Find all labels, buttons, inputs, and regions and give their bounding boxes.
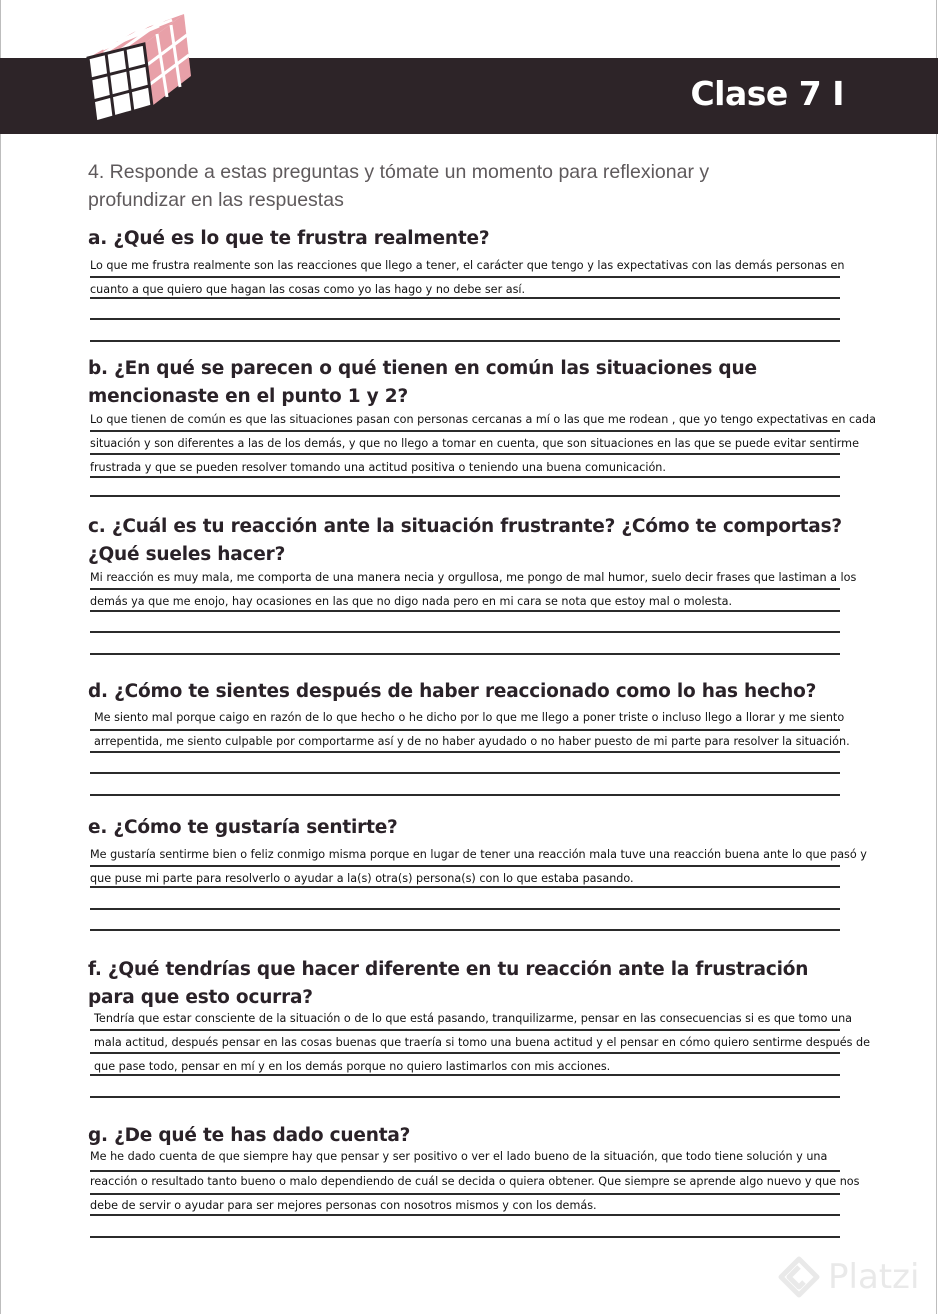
answer-a-line-2: cuanto a que quiero que hagan las cosas como yo las hago y no debe ser así. bbox=[90, 283, 526, 296]
answer-d-line-1: Me siento mal porque caigo en razón de lo que hecho o he dicho por lo que me llego a poner triste o incluso llego a llorar y me siento bbox=[94, 711, 845, 724]
answer-b-line-1: Lo que tienen de común es que las situaciones pasan con personas cercanas a mí o las que me rodean , que yo tengo expectativas en cada bbox=[90, 413, 876, 426]
answer-rule bbox=[90, 1074, 840, 1076]
page-border-left bbox=[0, 0, 1, 1314]
answer-rule bbox=[90, 1236, 840, 1238]
answer-rule bbox=[90, 495, 840, 497]
page-title: Clase 7 I bbox=[690, 74, 844, 113]
answer-e-line-2: que puse mi parte para resolverlo o ayudar a la(s) otra(s) persona(s) con lo que estaba pasando. bbox=[90, 872, 634, 885]
answer-e-line-1: Me gustaría sentirme bien o feliz conmigo misma porque en lugar de tener una reacción mala tuve una reacción buena ante lo que pasó y bbox=[90, 848, 867, 861]
answer-rule bbox=[90, 929, 840, 931]
answer-rule bbox=[90, 1096, 840, 1098]
question-e-title: e. ¿Cómo te gustaría sentirte? bbox=[88, 817, 398, 838]
answer-rule bbox=[90, 476, 840, 478]
answer-c-line-1: Mi reacción es muy mala, me comporta de una manera necia y orgullosa, me pongo de mal humor, suelo decir frases que lastiman a los bbox=[90, 571, 857, 584]
answer-b-line-3: frustrada y que se pueden resolver tomando una actitud positiva o teniendo una buena comunicación. bbox=[90, 461, 666, 474]
answer-rule bbox=[90, 772, 840, 774]
answer-rule bbox=[90, 794, 840, 796]
question-f-title: f. ¿Qué tendrías que hacer diferente en tu reacción ante la frustración para que esto ocurra? bbox=[88, 959, 809, 1008]
page-border-right bbox=[936, 0, 937, 1314]
question-g-title: g. ¿De qué te has dado cuenta? bbox=[88, 1125, 411, 1146]
answer-f-line-2: mala actitud, después pensar en las cosas buenas que traería si tomo una buena actitud y el pensar en cómo quiero sentirme después de bbox=[94, 1036, 871, 1049]
watermark-text: Platzi bbox=[828, 1257, 920, 1297]
answer-c-line-2: demás ya que me enojo, hay ocasiones en las que no digo nada pero en mi cara se nota que estoy mal o molesta. bbox=[90, 595, 733, 608]
answer-rule bbox=[90, 653, 840, 655]
answer-rule bbox=[90, 886, 840, 888]
instructions: 4. Responde a estas preguntas y tómate un momento para reflexionar y profundizar en las respuestas bbox=[88, 161, 710, 211]
answer-rule bbox=[90, 340, 840, 342]
answer-b-line-2: situación y son diferentes a las de los demás, y que no llego a tomar en cuenta, que son situaciones en las que se puede evitar sentirme bbox=[90, 437, 859, 450]
answer-f-line-1: Tendría que estar consciente de la situación o de lo que está pasando, tranquilizarme, pensar en las consecuencias si es que tomo una bbox=[94, 1012, 853, 1025]
answer-a-line-1: Lo que me frustra realmente son las reacciones que llego a tener, el carácter que tengo y las expectativas con las demás personas en bbox=[90, 259, 845, 272]
answer-g-line-3: debe de servir o ayudar para ser mejores personas con nosotros mismos y con los demás. bbox=[90, 1199, 597, 1212]
question-d-title: d. ¿Cómo te sientes después de haber reaccionado como lo has hecho? bbox=[88, 681, 817, 702]
question-c-title: c. ¿Cuál es tu reacción ante la situación frustrante? ¿Cómo te comportas? ¿Qué sueles hacer? bbox=[88, 516, 842, 565]
platzi-logo-icon bbox=[778, 1256, 820, 1298]
platzi-watermark bbox=[778, 1250, 928, 1304]
rubiks-cube-logo bbox=[86, 6, 196, 126]
answer-g-line-2: reacción o resultado tanto bueno o malo dependiendo de cuál se decida o quiera obtener. Que siempre se aprende algo nuevo y que nos bbox=[90, 1175, 860, 1188]
answer-rule bbox=[90, 453, 840, 455]
question-a-title: a. ¿Qué es lo que te frustra realmente? bbox=[88, 228, 490, 249]
answer-rule bbox=[90, 610, 840, 612]
answer-rule bbox=[90, 751, 840, 753]
answer-rule bbox=[90, 1052, 840, 1054]
answer-rule bbox=[90, 297, 840, 299]
question-b-title: b. ¿En qué se parecen o qué tienen en común las situaciones que mencionaste en el punto 1 y 2? bbox=[88, 358, 757, 407]
answer-rule bbox=[90, 631, 840, 633]
answer-f-line-3: que pase todo, pensar en mí y en los demás porque no quiero lastimarlos con mis acciones. bbox=[94, 1060, 611, 1073]
answer-rule bbox=[90, 908, 840, 910]
answer-g-line-1: Me he dado cuenta de que siempre hay que pensar y ser positivo o ver el lado bueno de la situación, que todo tiene solución y una bbox=[90, 1150, 828, 1163]
answer-rule bbox=[90, 1214, 840, 1216]
answer-d-line-2: arrepentida, me siento culpable por comportarme así y de no haber ayudado o no haber puesto de mi parte para resolver la situación. bbox=[94, 735, 850, 748]
answer-rule bbox=[90, 318, 840, 320]
